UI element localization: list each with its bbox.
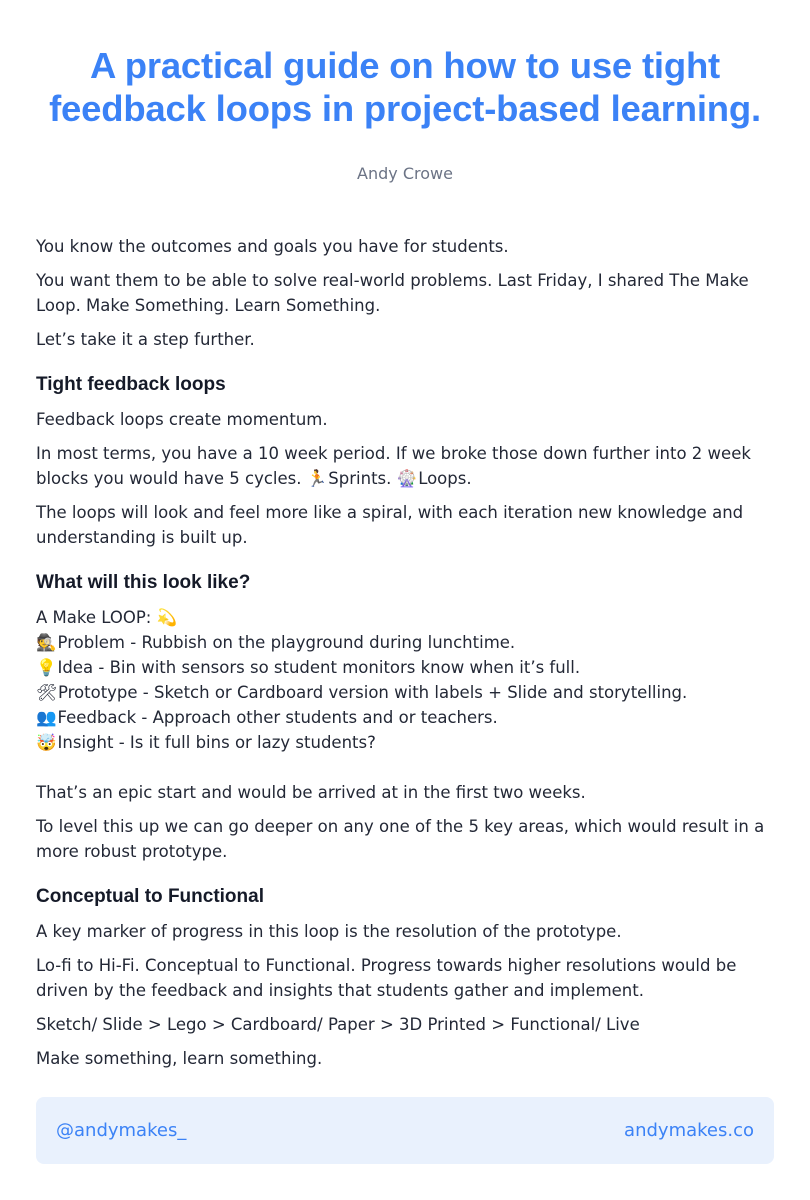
detective-icon: 🕵	[36, 633, 57, 652]
footer-bar	[36, 1097, 774, 1164]
section-paragraph: The loops will look and feel more like a spiral, with each iteration new knowledge and understanding is built up.	[36, 503, 744, 547]
list-title-text: A Make LOOP:	[36, 608, 157, 627]
paragraph-text: In most terms, you have a 10 week period. If we broke those down further into 2 week blocks you would have 5 cycles.	[36, 444, 751, 488]
intro-paragraph: You want them to be able to solve real-world problems. Last Friday, I shared The Make Loop. Make Something. Learn Something.	[36, 271, 749, 315]
people-icon: 👥	[36, 708, 57, 727]
list-item	[36, 680, 781, 705]
section-paragraph: A key marker of progress in this loop is the resolution of the prototype.	[36, 922, 622, 941]
runner-icon: 🏃	[306, 469, 328, 488]
list-item	[36, 630, 781, 655]
paragraph-text: Sprints.	[328, 469, 397, 488]
website-link[interactable]: andymakes.co	[624, 1120, 754, 1141]
twitter-handle-link[interactable]: @andymakes_	[56, 1120, 187, 1141]
intro-paragraph: You know the outcomes and goals you have for students.	[36, 237, 509, 256]
ferris-wheel-icon: 🎡	[396, 469, 418, 488]
section-heading: What will this look like?	[36, 572, 251, 593]
page-title: A practical guide on how to use tight feedback loops in project-based learning.	[49, 45, 761, 129]
list-item-text: Insight - Is it full bins or lazy students?	[57, 733, 376, 752]
tools-icon: 🛠	[36, 683, 57, 702]
list-item	[36, 655, 781, 680]
intro-paragraph: Let’s take it a step further.	[36, 330, 255, 349]
paragraph-text: Loops.	[418, 469, 472, 488]
author-name: Andy Crowe	[357, 164, 453, 183]
section-paragraph: Sketch/ Slide > Lego > Cardboard/ Paper > 3D Printed > Functional/ Live	[36, 1015, 640, 1034]
make-loop-list	[36, 605, 781, 755]
section-heading: Tight feedback loops	[36, 374, 226, 395]
section-paragraph: Lo-fi to Hi-Fi. Conceptual to Functional. Progress towards higher resolutions would be driven by the feedback and insights that students gather and implement.	[36, 956, 737, 1000]
section-paragraph: To level this up we can go deeper on any one of the 5 key areas, which would result in a more robust prototype.	[36, 817, 765, 861]
section-paragraph: Make something, learn something.	[36, 1049, 323, 1068]
make-loop-title	[36, 605, 781, 630]
section-paragraph: Feedback loops create momentum.	[36, 410, 328, 429]
mind-blown-icon: 🤯	[36, 733, 57, 752]
list-item-text: Problem - Rubbish on the playground during lunchtime.	[57, 633, 516, 652]
article-body	[36, 234, 781, 1080]
list-item-text: Prototype - Sketch or Cardboard version with labels + Slide and storytelling.	[57, 683, 688, 702]
light-bulb-icon: 💡	[36, 658, 57, 677]
section-paragraph: That’s an epic start and would be arrived at in the first two weeks.	[36, 783, 586, 802]
dizzy-icon: 💫	[156, 608, 178, 627]
section-heading: Conceptual to Functional	[36, 886, 264, 907]
list-item	[36, 705, 781, 730]
list-item-text: Feedback - Approach other students and or teachers.	[57, 708, 498, 727]
list-item	[36, 730, 781, 755]
section-paragraph	[36, 441, 781, 491]
list-item-text: Idea - Bin with sensors so student monitors know when it’s full.	[57, 658, 581, 677]
